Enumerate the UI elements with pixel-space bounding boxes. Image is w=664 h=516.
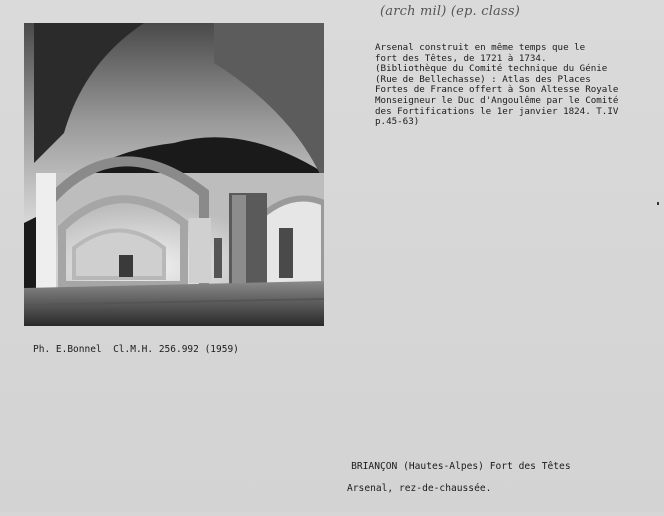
handwritten-note: (arch mil) (ep. class): [380, 4, 521, 19]
caption-location: BRIANÇON (Hautes-Alpes) Fort des Têtes: [351, 461, 571, 472]
edge-mark: [657, 202, 659, 205]
card-caption: [328, 450, 571, 516]
caption-subject: Arsenal, rez-de-chaussée.: [347, 483, 492, 494]
arsenal-photograph: [24, 23, 324, 326]
photo-credit: Ph. E.Bonnel Cl.M.H. 256.992 (1959): [33, 344, 239, 355]
description-text: Arsenal construit en même temps que le fort des Têtes, de 1721 à 1734. (Bibliothèque du Comité technique du Génie (Rue de Bellechasse) : Atlas des Places Fortes de France offert à Son Altesse Royale Monseigneur le Duc d'Angoulême par le Comité des Fortifications le 1er janvier 1824. T.IV p.45-63): [375, 42, 619, 128]
